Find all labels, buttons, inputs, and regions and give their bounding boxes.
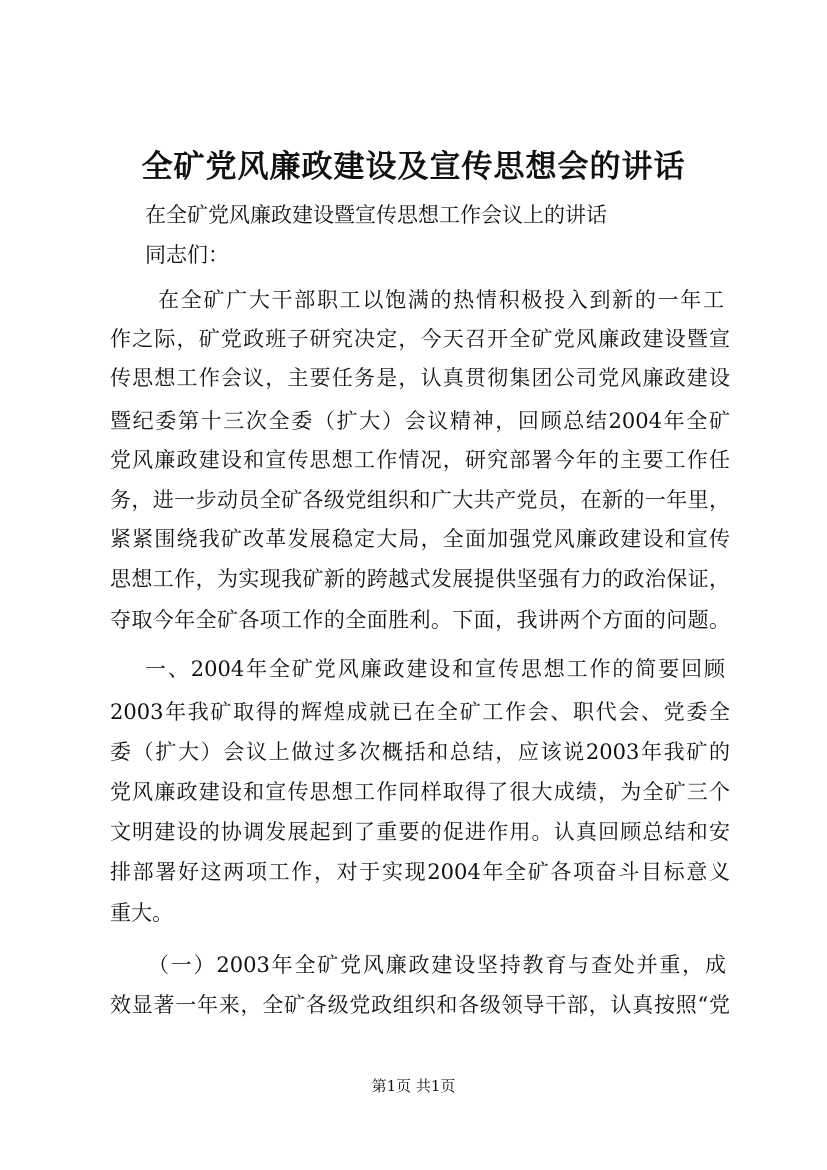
body-line: 紧紧围绕我矿改革发展稳定大局，全面加强党风廉政建设和宣传 (110, 527, 730, 551)
salutation: 同志们： (145, 243, 229, 267)
page-number: 第1页 共1页 (371, 1077, 456, 1095)
body-line: 党风廉政建设和宣传思想工作情况，研究部署今年的主要工作任 (110, 448, 730, 472)
body-line: 夺取今年全矿各项工作的全面胜利。下面，我讲两个方面的问题。 (110, 608, 730, 632)
body-line: 文明建设的协调发展起到了重要的促进作用。认真回顾总结和安 (110, 820, 730, 844)
body-line: 暨纪委第十三次全委（扩大）会议精神，回顾总结2004年全矿 (110, 409, 730, 433)
section-heading: 一、2004年全矿党风廉政建设和宣传思想工作的简要回顾 (145, 657, 725, 681)
subtitle: 在全矿党风廉政建设暨宣传思想工作会议上的讲话 (145, 203, 607, 227)
subsection-heading: （一）2003年全矿党风廉政建设坚持教育与查处并重，成 (148, 953, 726, 977)
body-line: 作之际，矿党政班子研究决定，今天召开全矿党风廉政建设暨宣 (110, 327, 730, 351)
body-line: 思想工作，为实现我矿新的跨越式发展提供坚强有力的政治保证， (110, 567, 730, 591)
body-line: 排部署好这两项工作，对于实现2004年全矿各项奋斗目标意义 (110, 860, 730, 884)
body-line: 传思想工作会议，主要任务是，认真贯彻集团公司党风廉政建设 (110, 366, 730, 390)
body-line: 在全矿广大干部职工以饱满的热情积极投入到新的一年工 (158, 288, 724, 312)
body-line: 效显著一年来，全矿各级党政组织和各级领导干部，认真按照“党 (110, 993, 730, 1017)
page-title: 全矿党风廉政建设及宣传思想会的讲话 (141, 149, 686, 185)
body-line: 务，进一步动员全矿各级党组织和广大共产党员，在新的一年里， (110, 488, 730, 512)
body-line: 党风廉政建设和宣传思想工作同样取得了很大成绩，为全矿三个 (110, 780, 730, 804)
body-line: 重大。 (110, 901, 173, 925)
body-line: 委（扩大）会议上做过多次概括和总结，应该说2003年我矿的 (110, 740, 730, 764)
body-line: 2003年我矿取得的辉煌成就已在全矿工作会、职代会、党委全 (110, 700, 730, 724)
